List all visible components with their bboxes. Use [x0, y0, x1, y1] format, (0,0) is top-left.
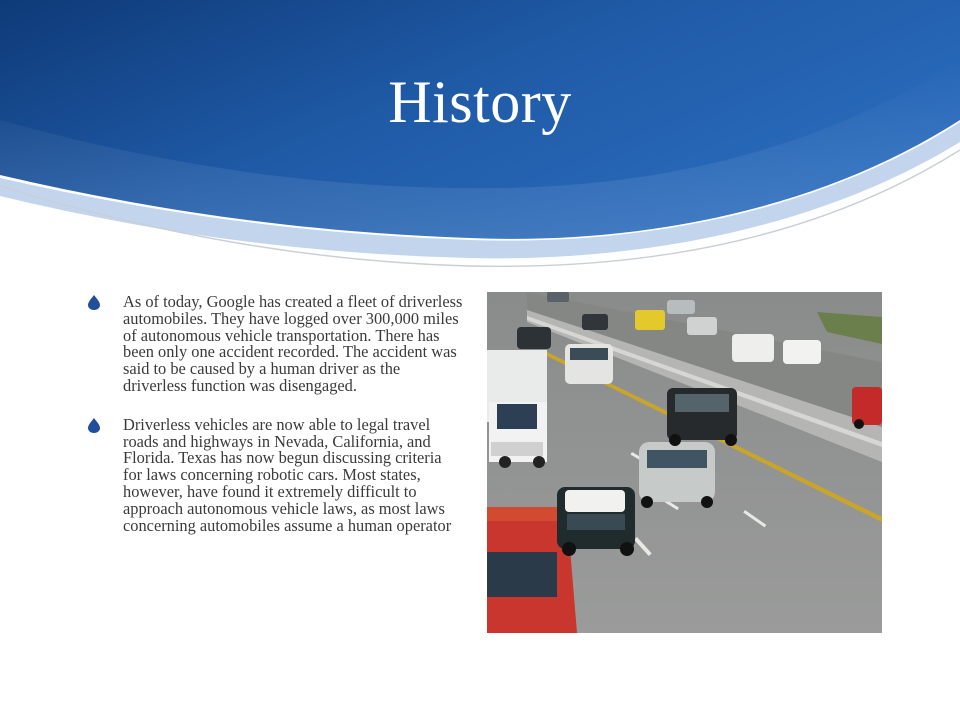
bullet-item-fleet [88, 294, 464, 395]
header-wave-art [0, 0, 960, 280]
bullet-list [88, 294, 464, 534]
bullet-text: As of today, Google has created a fleet of driverless automobiles. They have logged over 300,000 miles of autonomous vehicle transportation. There has been only one accident recorded. The accident was said to be caused by a human driver as the driverless function was disengaged. [123, 292, 463, 395]
bullet-item-states [88, 414, 464, 535]
bullet-drop-icon [88, 295, 100, 310]
slide-title: History [388, 69, 572, 135]
bullet-text: Driverless vehicles are now able to legal travel roads and highways in Nevada, California, and Florida. Texas has now begun discussing criteria for laws concerning robotic cars. Most states, however, have found it extremely difficult to approach autonomous vehicle laws, as most laws concerning automobiles assume a human operator [123, 414, 452, 535]
bullet-drop-icon [88, 418, 100, 433]
highway-traffic-photo [487, 292, 882, 633]
